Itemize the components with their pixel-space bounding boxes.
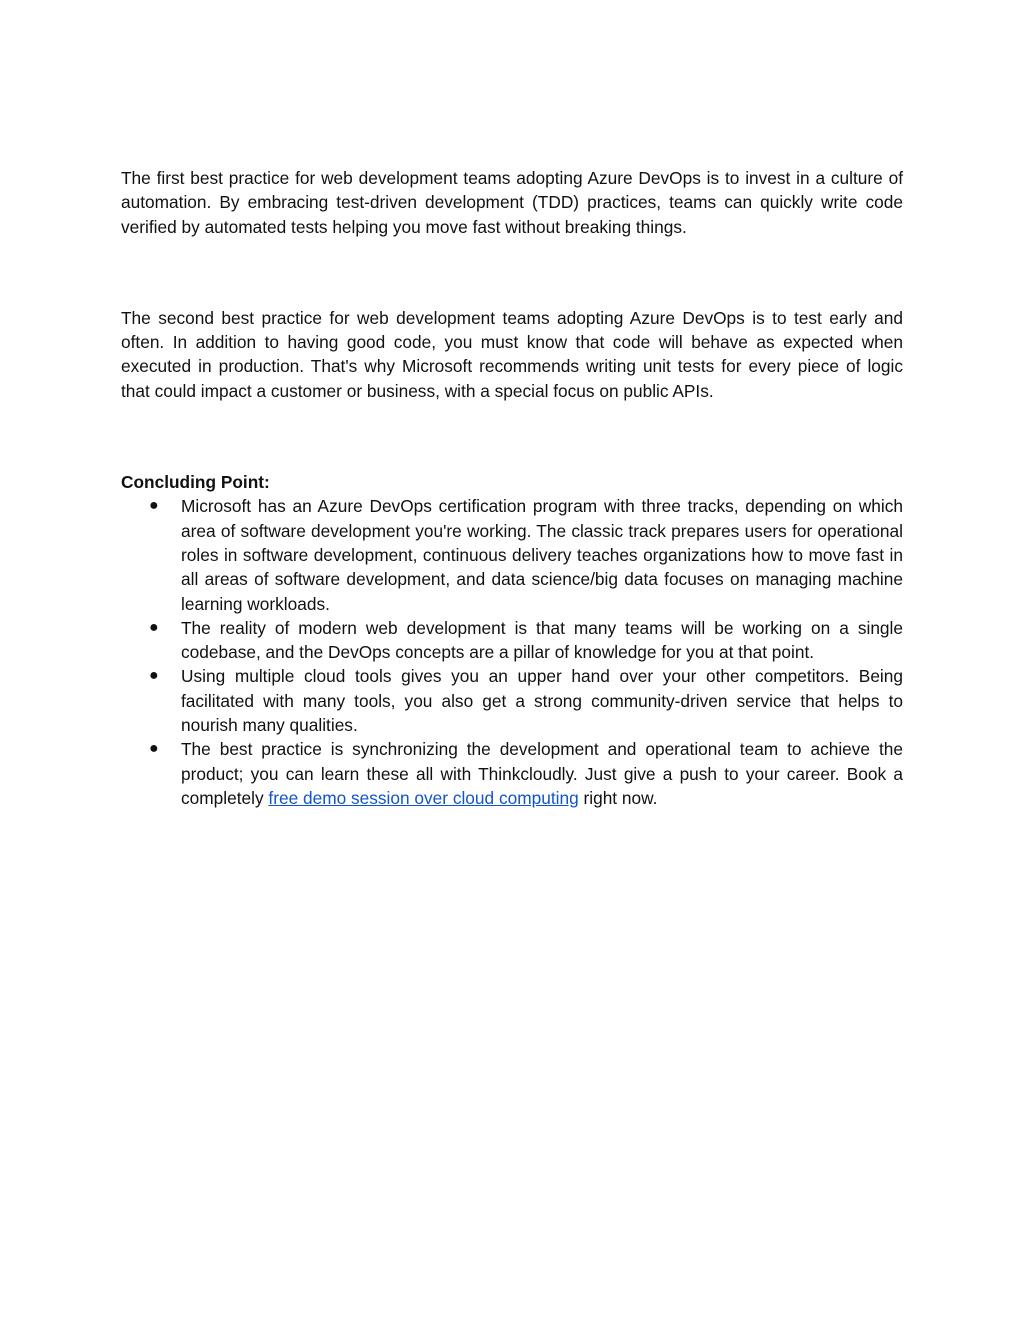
concluding-list [121, 494, 903, 810]
bullet-icon: ● [149, 667, 159, 685]
free-demo-link[interactable]: free demo session over cloud computing [268, 787, 579, 808]
document-page [121, 166, 903, 810]
list-item-text: The reality of modern web development is that many teams will be working on a single codebase, and the DevOps concepts are a pillar of knowledge for you at that point. [181, 617, 903, 663]
list-item [121, 737, 903, 810]
list-item [121, 664, 903, 737]
list-item-text: Using multiple cloud tools gives you an upper hand over your other competitors. Being facilitated with many tools, you also get a strong community-driven service that helps to nourish many qualities. [181, 666, 903, 736]
list-item-text-after-link: right now. [578, 787, 658, 808]
bullet-icon: ● [149, 497, 159, 515]
bullet-icon: ● [149, 618, 159, 636]
list-item-text: Microsoft has an Azure DevOps certification program with three tracks, depending on which area of software development you're working. The classic track prepares users for operational roles in software development, continuous delivery teaches organizations how to move fast in all areas of software development, and data science/big data focuses on managing machine learning workloads. [181, 496, 903, 614]
list-item [121, 494, 903, 615]
paragraph-test-early: The second best practice for web development teams adopting Azure DevOps is to test early and often. In addition to having good code, you must know that code will behave as expected when executed in production. That's why Microsoft recommends writing unit tests for every piece of logic that could impact a customer or business, with a special focus on public APIs. [121, 307, 903, 401]
list-item-text-before-link: The best practice is synchronizing the development and operational team to achieve the product; you can learn these all with Thinkcloudly. Just give a push to your career. Book a completely [181, 739, 903, 808]
list-item [121, 616, 903, 665]
bullet-icon: ● [149, 740, 159, 758]
paragraph-automation: The first best practice for web development teams adopting Azure DevOps is to invest in a culture of automation. By embracing test-driven development (TDD) practices, teams can quickly write code verified by automated tests helping you move fast without breaking things. [121, 168, 903, 237]
concluding-heading: Concluding Point: [121, 472, 270, 493]
